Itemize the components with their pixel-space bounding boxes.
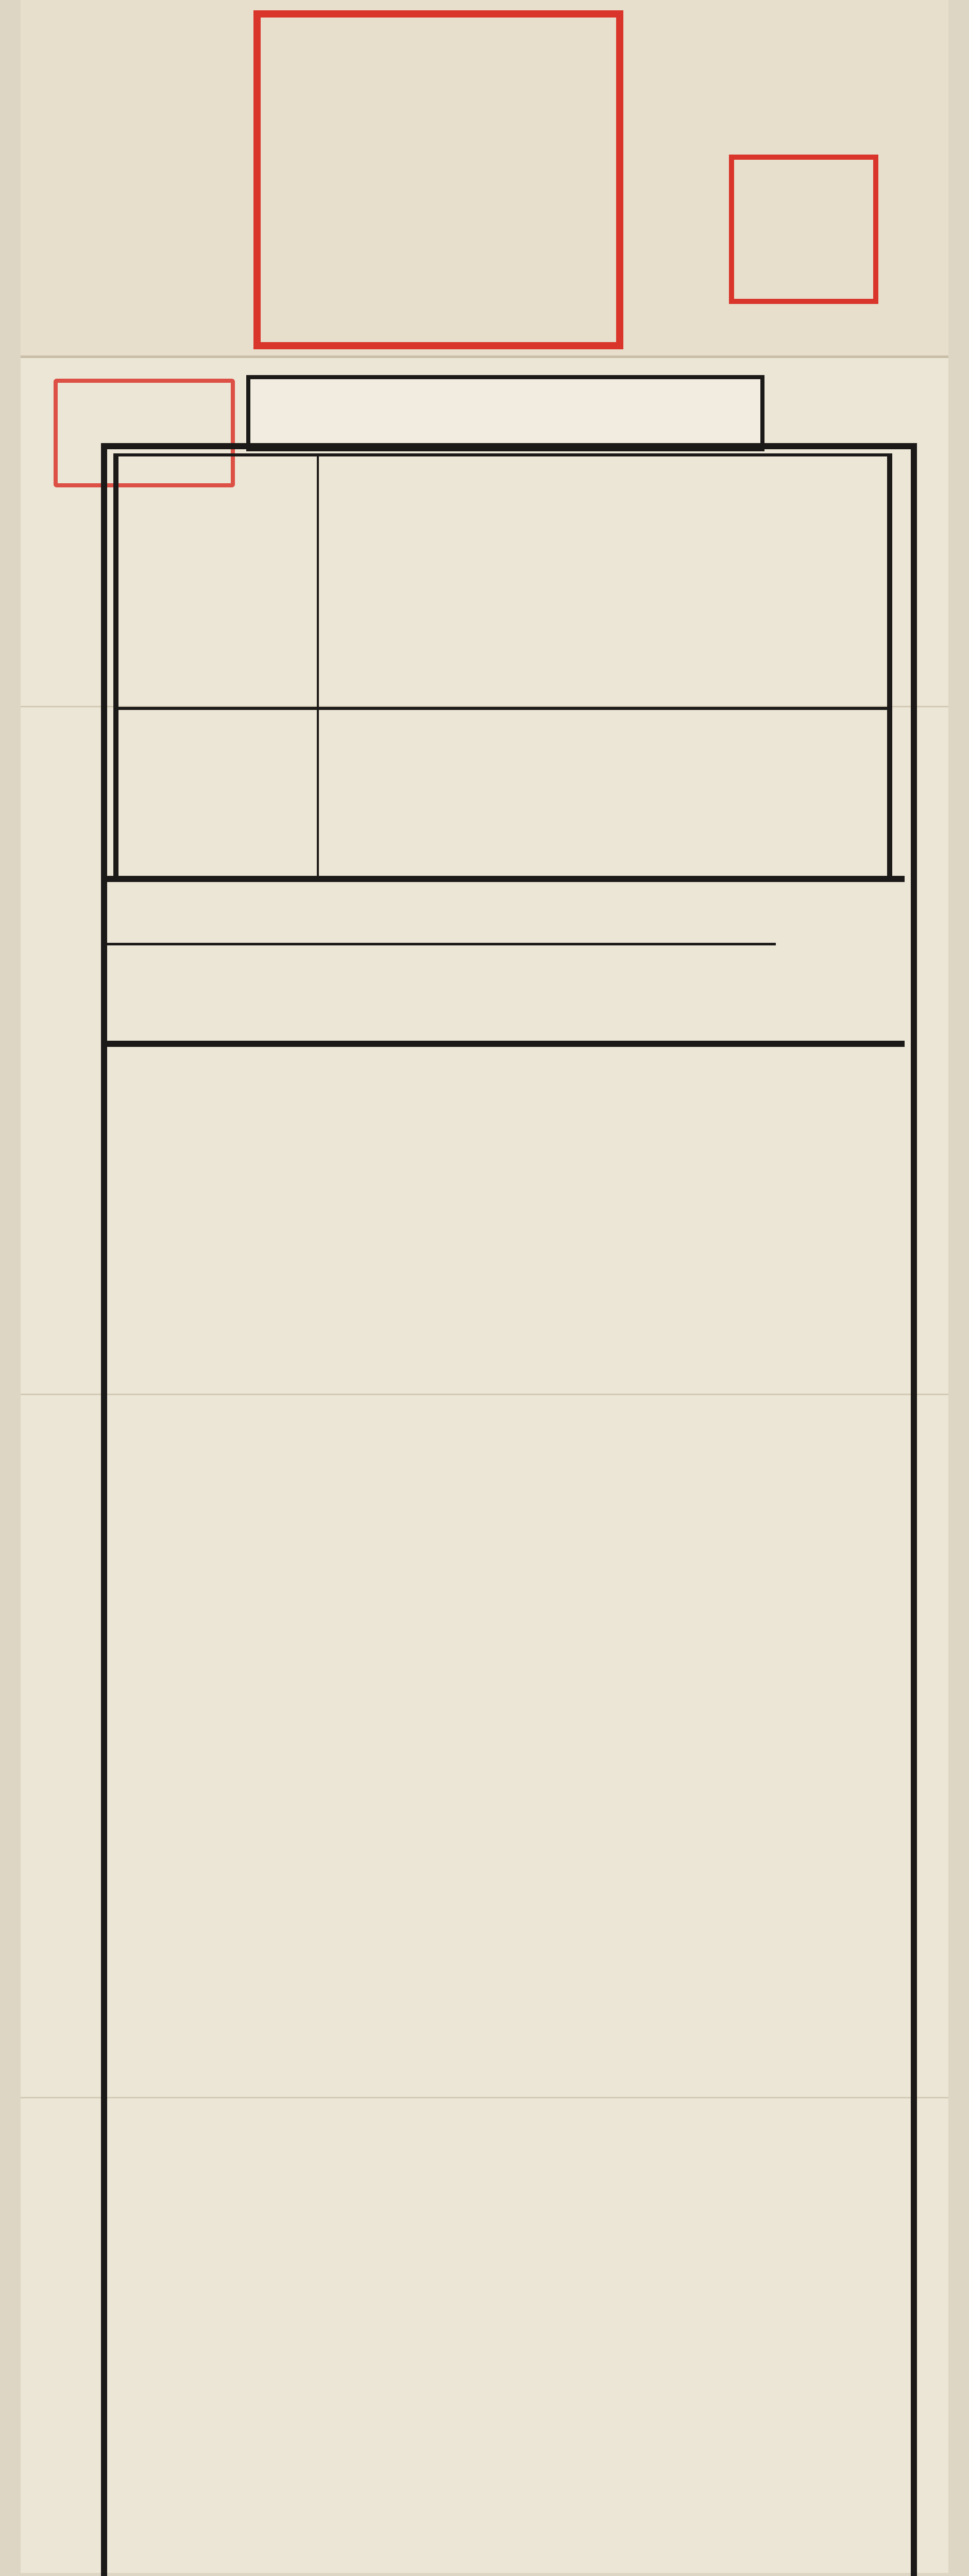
gojuon-grid [330,464,788,701]
header-top-rule [101,876,905,882]
marks-legend [546,719,855,873]
conjugation-table [101,1047,905,2573]
library-seal-small [729,155,878,304]
gojuon-number-column [792,464,823,680]
legend-top-rule [113,453,892,456]
conjugation-header [113,882,778,1042]
legend-right-rule [887,453,892,876]
legend-mid-rule [113,707,892,710]
legend-left-rule [113,453,118,876]
legend-divider [317,453,319,876]
cover-flap [21,0,948,358]
chart-title-box [246,375,764,451]
legend-notes [124,464,309,701]
margin-notes [23,855,100,2555]
library-seal-large [253,10,623,349]
